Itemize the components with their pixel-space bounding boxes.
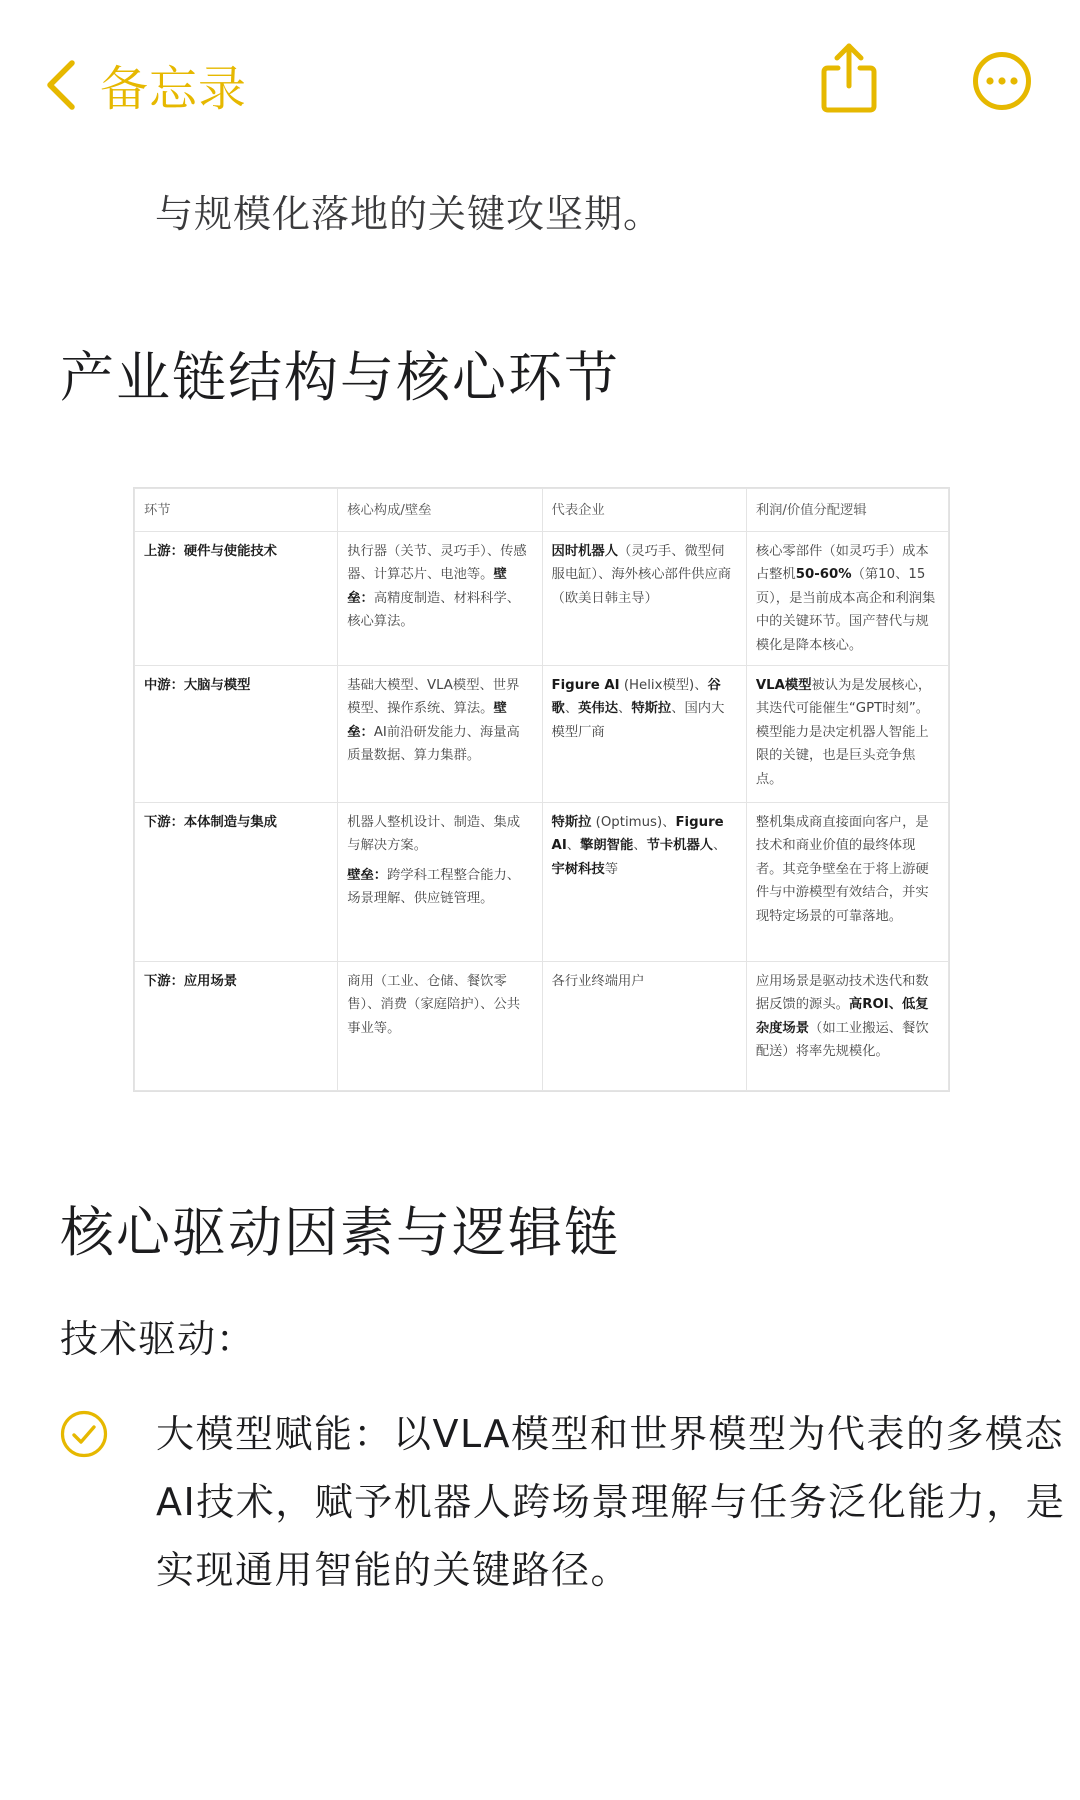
table-header: 环节	[135, 489, 338, 532]
value-cell: 整机集成商直接面向客户，是技术和商业价值的最终体现者。其竞争壁垒在于将上游硬件与中游模型有效结合，并实现特定场景的可靠落地。	[746, 803, 948, 962]
section-title-drivers: 核心驱动因素与逻辑链	[60, 1201, 620, 1264]
back-button[interactable]	[44, 50, 247, 119]
checkbox-checked[interactable]	[60, 1410, 108, 1458]
core-cell: 机器人整机设计、制造、集成与解决方案。 壁垒：跨学科工程整合能力、场景理解、供应链管理。	[338, 803, 542, 962]
share-icon	[818, 40, 880, 114]
section-title-industry-chain: 产业链结构与核心环节	[60, 346, 620, 409]
subheading-tech-drivers: 技术驱动：	[60, 1317, 256, 1361]
companies-cell: 因时机器人（灵巧手、微型伺服电缸）、海外核心部件供应商（欧美日韩主导）	[542, 532, 746, 666]
stage-cell: 下游：本体制造与集成	[135, 803, 338, 962]
table-header: 核心构成/壁垒	[338, 489, 542, 532]
checkmark-circle-icon	[60, 1410, 108, 1458]
core-cell: 商用（工业、仓储、餐饮零售）、消费（家庭陪护）、公共事业等。	[338, 962, 542, 1091]
stage-cell: 中游：大脑与模型	[135, 666, 338, 803]
table-row	[135, 666, 949, 803]
more-icon	[972, 51, 1032, 111]
navigation-bar	[0, 0, 1080, 150]
companies-cell: 各行业终端用户	[542, 962, 746, 1091]
industry-chain-table-image	[133, 487, 950, 1092]
core-cell: 基础大模型、VLA模型、世界模型、操作系统、算法。壁垒：AI前沿研发能力、海量高质量数据、算力集群。	[338, 666, 542, 803]
stage-cell: 下游：应用场景	[135, 962, 338, 1091]
value-cell: 核心零部件（如灵巧手）成本占整机50-60%（第10、15页），是当前成本高企和利润集中的关键环节。国产替代与规模化是降本核心。	[746, 532, 948, 666]
back-label: 备忘录	[100, 61, 248, 117]
chevron-left-icon	[44, 59, 78, 111]
core-cell: 执行器（关节、灵巧手）、传感器、计算芯片、电池等。壁垒：高精度制造、材料科学、核心算法。	[338, 532, 542, 666]
table-header: 代表企业	[542, 489, 746, 532]
more-button[interactable]	[972, 51, 1032, 111]
table-row	[135, 803, 949, 962]
stage-cell: 上游：硬件与使能技术	[135, 532, 338, 666]
table-row	[135, 532, 949, 666]
table-header-row	[135, 489, 949, 532]
table-header: 利润/价值分配逻辑	[746, 489, 948, 532]
share-button[interactable]	[818, 40, 880, 114]
industry-chain-table	[134, 488, 949, 1091]
companies-cell: 特斯拉 (Optimus)、Figure AI、擎朗智能、节卡机器人、宇树科技等	[542, 803, 746, 962]
companies-cell: Figure AI (Helix模型)、谷歌、英伟达、特斯拉、国内大模型厂商	[542, 666, 746, 803]
continuation-text: 与规模化落地的关键攻坚期。	[155, 192, 663, 236]
table-row	[135, 962, 949, 1091]
value-cell: VLA模型被认为是发展核心，其迭代可能催生“GPT时刻”。模型能力是决定机器人智能上限的关键，也是巨头竞争焦点。	[746, 666, 948, 803]
value-cell: 应用场景是驱动技术迭代和数据反馈的源头。高ROI、低复杂度场景（如工业搬运、餐饮配送）将率先规模化。	[746, 962, 948, 1091]
checklist-item-text: 大模型赋能：以VLA模型和世界模型为代表的多模态AI技术，赋予机器人跨场景理解与任务泛化能力，是实现通用智能的关键路径。	[156, 1412, 1066, 1592]
